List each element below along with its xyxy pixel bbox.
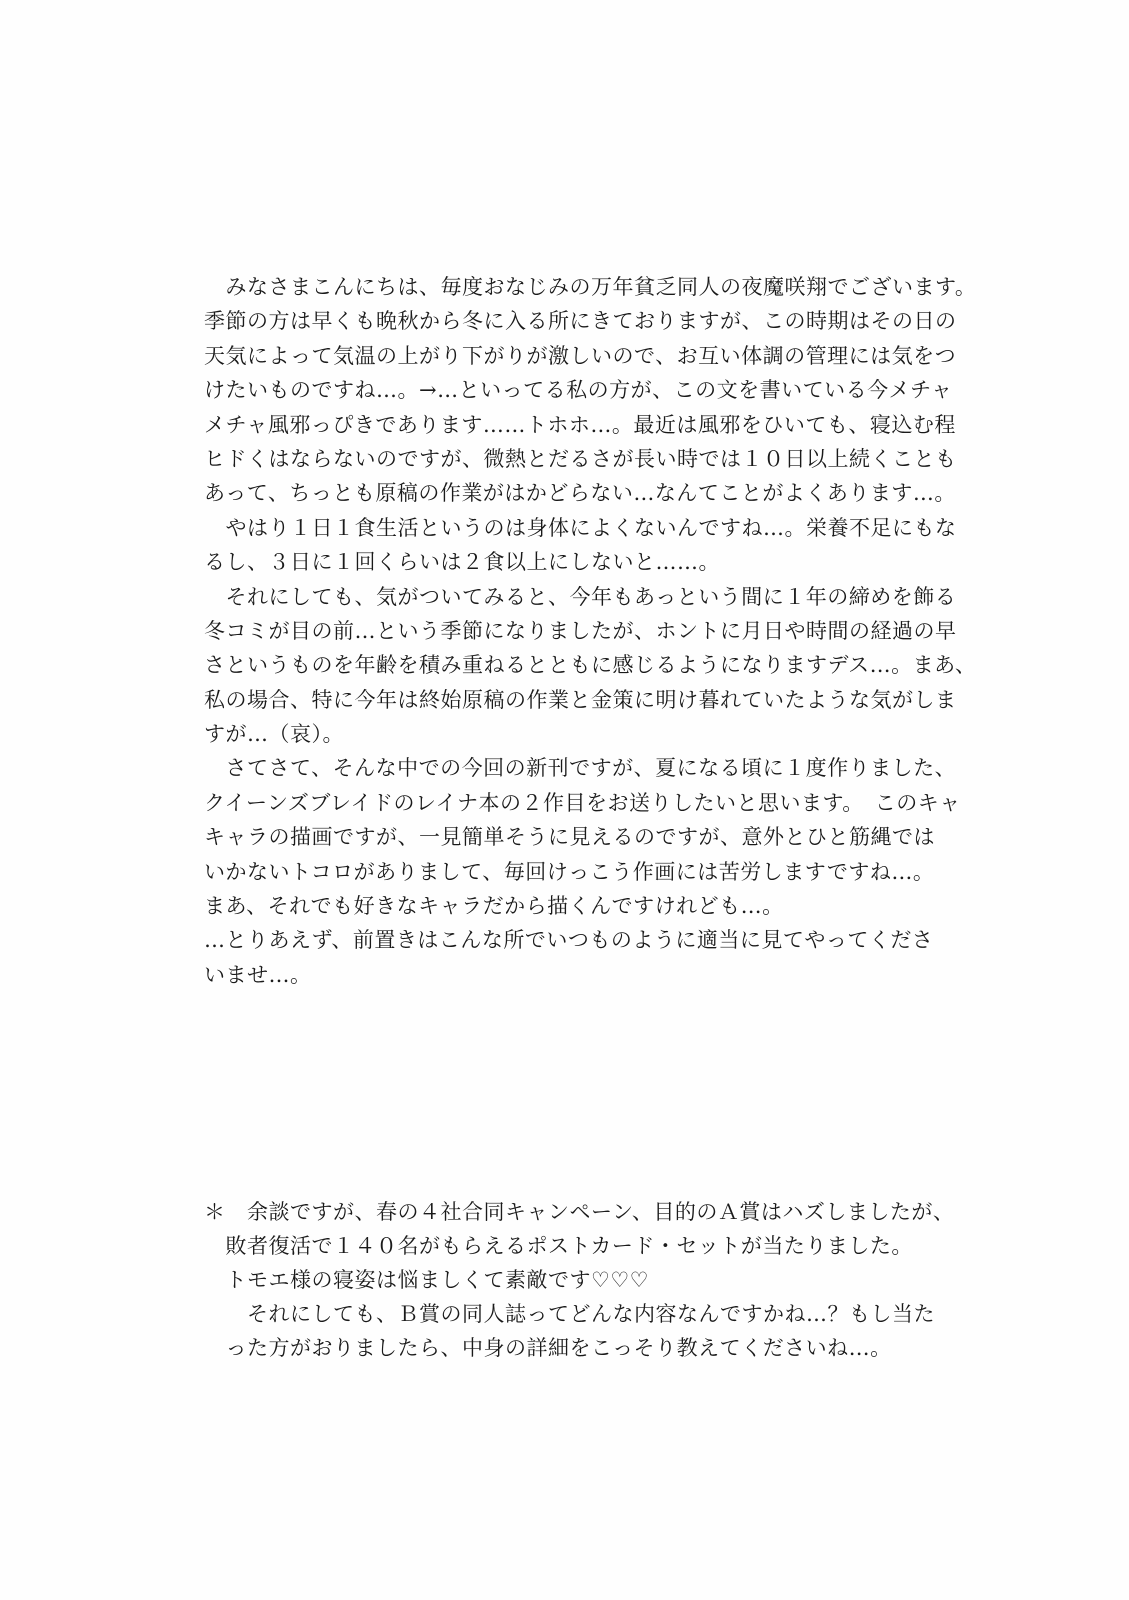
note-line: った方がおりましたら、中身の詳細をこっそり教えてくださいね…。 bbox=[204, 1336, 892, 1360]
text-line: あって、ちっとも原稿の作業がはかどらない…なんてことがよくあります…。 bbox=[204, 481, 956, 506]
text-line: まあ、それでも好きなキャラだから描くんですけれども…。 bbox=[204, 894, 784, 919]
text-line: 私の場合、特に今年は終始原稿の作業と金策に明け暮れていたような気がしま bbox=[204, 687, 957, 712]
side-note-text bbox=[204, 1195, 1004, 1365]
note-line: ＊ 余談ですが、春の４社合同キャンペーン、目的のＡ賞はハズしましたが、 bbox=[204, 1200, 955, 1224]
text-line: 冬コミが目の前…という季節になりましたが、ホントに月日や時間の経過の早 bbox=[204, 618, 957, 643]
text-line: 天気によって気温の上がり下がりが激しいので、お互い体調の管理には気をつ bbox=[204, 343, 957, 368]
text-line: ヒドくはならないのですが、微熱とだるさが長い時では１０日以上続くことも bbox=[204, 446, 957, 471]
text-line: キャラの描画ですが、一見簡単そうに見えるのですが、意外とひと筋縄では bbox=[204, 825, 935, 850]
text-line: メチャ風邪っぴきであります……トホホ…。最近は風邪をひいても、寝込む程 bbox=[204, 412, 956, 437]
text-line: …とりあえず、前置きはこんな所でいつものように適当に見てやってくださ bbox=[204, 928, 934, 953]
afterword-main-text bbox=[204, 270, 1004, 992]
note-line: 敗者復活で１４０名がもらえるポストカード・セットが当たりました。 bbox=[204, 1234, 913, 1258]
text-line: さというものを年齢を積み重ねるとともに感じるようになりますデス…。まあ、 bbox=[204, 653, 977, 678]
text-line: いませ…。 bbox=[204, 962, 312, 987]
text-line: けたいものですね…。→…といってる私の方が、この文を書いている今メチャ bbox=[204, 378, 953, 403]
text-line: すが…（哀）。 bbox=[204, 722, 344, 747]
text-line: さてさて、そんな中での今回の新刊ですが、夏になる頃に１度作りました、 bbox=[204, 756, 957, 781]
text-line: やはり１日１食生活というのは身体によくないんですね…。栄養不足にもな bbox=[204, 515, 957, 540]
note-line: それにしても、Ｂ賞の同人誌ってどんな内容なんですかね…？もし当た bbox=[204, 1302, 935, 1326]
text-line: クイーンズブレイドのレイナ本の２作目をお送りしたいと思います。 このキャ bbox=[204, 790, 961, 815]
text-line: それにしても、気がついてみると、今年もあっという間に１年の締めを飾る bbox=[204, 584, 957, 609]
text-line: いかないトコロがありまして、毎回けっこう作画には苦労しますですね…。 bbox=[204, 859, 935, 884]
text-line: るし、３日に１回くらいは２食以上にしないと……。 bbox=[204, 550, 720, 575]
text-line: みなさまこんにちは、毎度おなじみの万年貧乏同人の夜魔咲翔でございます。 bbox=[204, 275, 977, 299]
text-line: 季節の方は早くも晩秋から冬に入る所にきておりますが、この時期はその日の bbox=[204, 309, 957, 334]
note-line: トモエ様の寝姿は悩ましくて素敵です♡♡♡ bbox=[204, 1268, 649, 1292]
